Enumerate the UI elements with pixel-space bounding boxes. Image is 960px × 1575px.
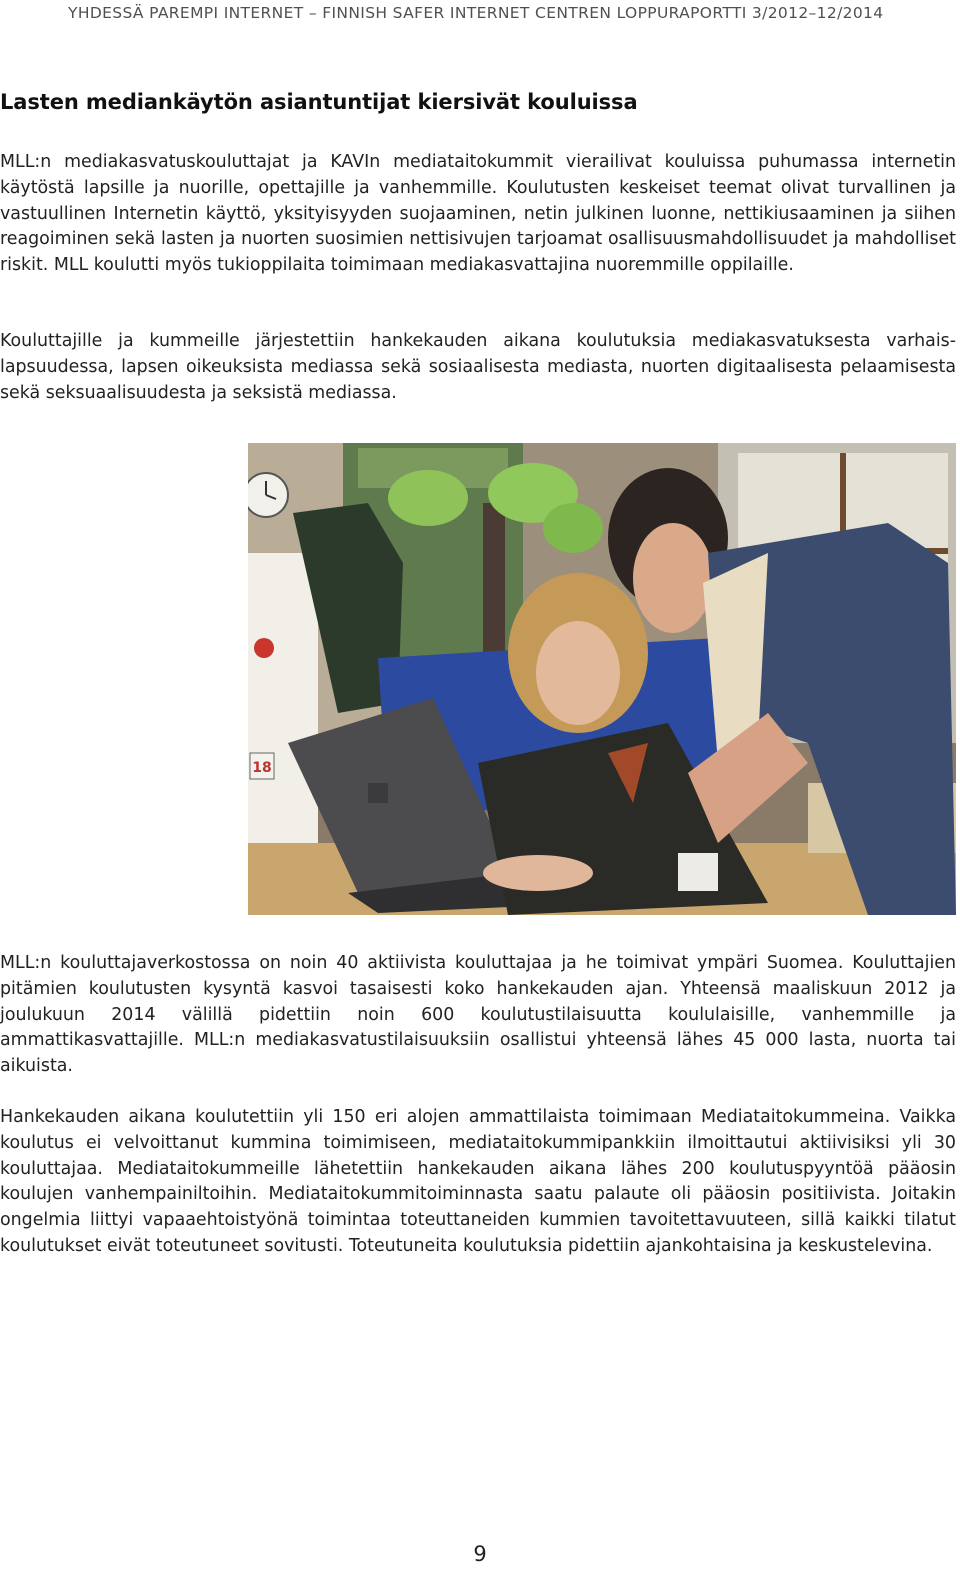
- body-paragraph-2: Kouluttajille ja kummeille järjestettiin hankekauden aikana koulutuksia mediakasvatuksesta varhaislapsuudessa, lapsen oikeuksista mediassa sekä sosiaalisesta mediasta, nuorten digitaalisesta pelaamisesta sekä seksuaalisuudesta ja seksistä mediassa.: [0, 331, 956, 403]
- running-header: YHDESSÄ PAREMPI INTERNET – FINNISH SAFER INTERNET CENTREN LOPPURAPORTTI 3/2012–12/2014: [68, 4, 884, 22]
- body-paragraph-3: MLL:n kouluttajaverkostossa on noin 40 aktiivista kouluttajaa ja he toimivat ympäri Suomea. Kouluttajien pitämien koulutusten kysyntä kasvoi tasaisesti koko hankekauden ajan. Yhteensä maaliskuun 2012 ja joulukuun 2014 välillä pidettiin noin 600 koulutustilaisuutta koululaisille, vanhemmille ja ammattikasvattajille. MLL:n mediakasvatustilaisuuksiin osallistui yhteensä lähes 45 000 lasta, nuorta tai aikuista.: [0, 953, 956, 1077]
- classroom-photo: [248, 443, 956, 915]
- section-title: Lasten mediankäytön asiantuntijat kiersivät kouluissa: [0, 90, 638, 114]
- body-paragraph-1: MLL:n mediakasvatuskouluttajat ja KAVIn mediataitokummit vierailivat kouluissa puhumassa internetin käytöstä lapsille ja nuorille, opettajille ja vanhemmille. Koulutusten keskeiset teemat olivat turvallinen ja vastuullinen Internetin käyttö, yksityisyyden suojaaminen, netin julkinen luonne, nettikiusaaminen ja siihen reagoiminen sekä lasten ja nuorten suosimien nettisivujen tarjoamat osallisuusmahdollisuudet ja mahdolliset riskit. MLL koulutti myös tukioppilaita toimimaan mediakasvattajina nuoremmille oppilaille.: [0, 152, 956, 276]
- photo-sign-number: 18: [252, 760, 272, 776]
- body-paragraph-4: Hankekauden aikana koulutettiin yli 150 eri alojen ammattilaista toimimaan Mediataitokummeina. Vaikka koulutus ei velvoittanut kummina toimimiseen, mediataitokummipankkiin ilmoittautui aktiivisiksi yli 30 kouluttajaa. Mediataitokummeille lähetettiin hankekauden aikana lähes 200 koulutuspyyntöä pääosin koulujen vanhempainiltoihin. Mediataitokummitoiminnasta saatu palaute oli pääosin positiivista. Joitakin ongelmia liittyi vapaaehtoistyönä toimintaa toteuttaneiden kummien tavoitettavuuteen, sillä kaikki tilatut koulutukset eivät toteutuneet sovitusti. Toteutuneita koulutuksia pidettiin ajankohtaisina ja keskustelevina.: [0, 1107, 956, 1256]
- page-number: 9: [473, 1542, 487, 1566]
